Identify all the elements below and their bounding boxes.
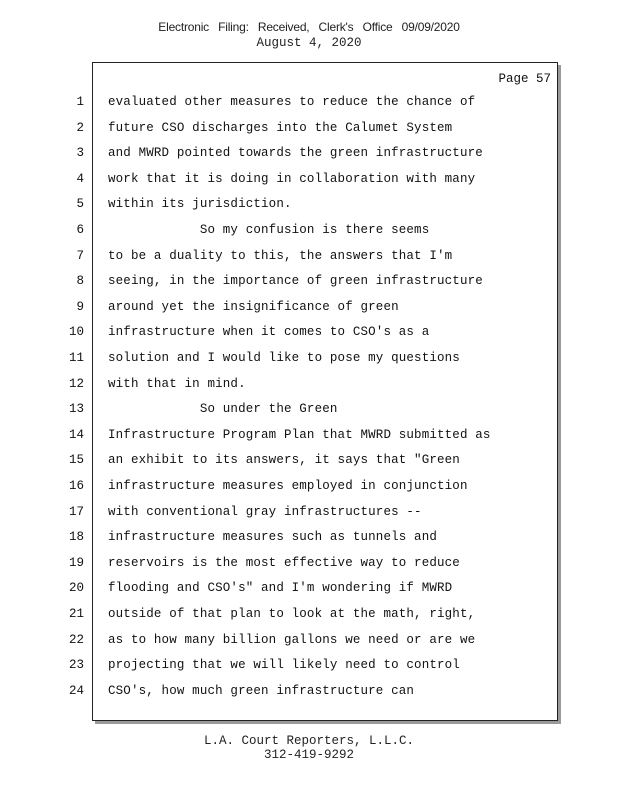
transcript-line: reservoirs is the most effective way to reduce — [108, 556, 460, 570]
line-number: 15 — [68, 453, 84, 467]
transcript-line: solution and I would like to pose my questions — [108, 351, 460, 365]
reporter-phone: 312-419-9292 — [263, 748, 354, 762]
line-number: 10 — [68, 325, 84, 339]
line-number: 18 — [68, 530, 84, 544]
transcript-line: Infrastructure Program Plan that MWRD submitted as — [108, 428, 491, 442]
line-number: 16 — [68, 479, 84, 493]
line-number: 3 — [76, 146, 84, 160]
line-number: 1 — [76, 95, 84, 109]
transcript-line: around yet the insignificance of green — [108, 300, 399, 314]
line-number: 4 — [76, 172, 84, 186]
page-number: Page 57 — [498, 72, 551, 86]
transcript-line: projecting that we will likely need to control — [108, 658, 460, 672]
line-number: 5 — [76, 197, 84, 211]
transcript-line: So my confusion is there seems — [108, 223, 430, 237]
transcript-line: within its jurisdiction. — [108, 197, 292, 211]
transcript-line: and MWRD pointed towards the green infrastructure — [108, 146, 483, 160]
transcript-line: seeing, in the importance of green infrastructure — [108, 274, 483, 288]
transcript-line: with that in mind. — [108, 377, 246, 391]
filing-stamp: Electronic Filing: Received, Clerk's Office 09/09/2020 — [158, 20, 460, 34]
transcript-line: evaluated other measures to reduce the chance of — [108, 95, 476, 109]
transcript-line: work that it is doing in collaboration with many — [108, 172, 476, 186]
transcript-line: infrastructure measures employed in conjunction — [108, 479, 468, 493]
line-number: 12 — [68, 377, 84, 391]
transcript-line: So under the Green — [108, 402, 338, 416]
line-number: 24 — [68, 684, 84, 698]
transcript-line: outside of that plan to look at the math, right, — [108, 607, 476, 621]
line-number: 19 — [68, 556, 84, 570]
line-number: 20 — [68, 581, 84, 595]
line-number: 13 — [68, 402, 84, 416]
line-number: 14 — [68, 428, 84, 442]
line-number: 21 — [68, 607, 84, 621]
line-number: 6 — [76, 223, 84, 237]
transcript-line: future CSO discharges into the Calumet System — [108, 121, 453, 135]
transcript-line: infrastructure when it comes to CSO's as a — [108, 325, 430, 339]
transcript-line: as to how many billion gallons we need or are we — [108, 633, 476, 647]
line-number: 22 — [68, 633, 84, 647]
transcript-line: CSO's, how much green infrastructure can — [108, 684, 415, 698]
transcript-line: flooding and CSO's" and I'm wondering if MWRD — [108, 581, 453, 595]
transcript-line: with conventional gray infrastructures -- — [108, 505, 422, 519]
transcript-line: infrastructure measures such as tunnels and — [108, 530, 438, 544]
line-number: 7 — [76, 249, 84, 263]
line-number: 11 — [68, 351, 84, 365]
line-number: 8 — [76, 274, 84, 288]
transcript-line: to be a duality to this, the answers that I'm — [108, 249, 453, 263]
line-number: 2 — [76, 121, 84, 135]
line-number: 23 — [68, 658, 84, 672]
line-number: 9 — [76, 300, 84, 314]
transcript-page — [92, 62, 558, 721]
line-number: 17 — [68, 505, 84, 519]
transcript-line: an exhibit to its answers, it says that "Green — [108, 453, 460, 467]
transcript-date: August 4, 2020 — [256, 36, 362, 50]
reporter-company: L.A. Court Reporters, L.L.C. — [203, 734, 415, 748]
